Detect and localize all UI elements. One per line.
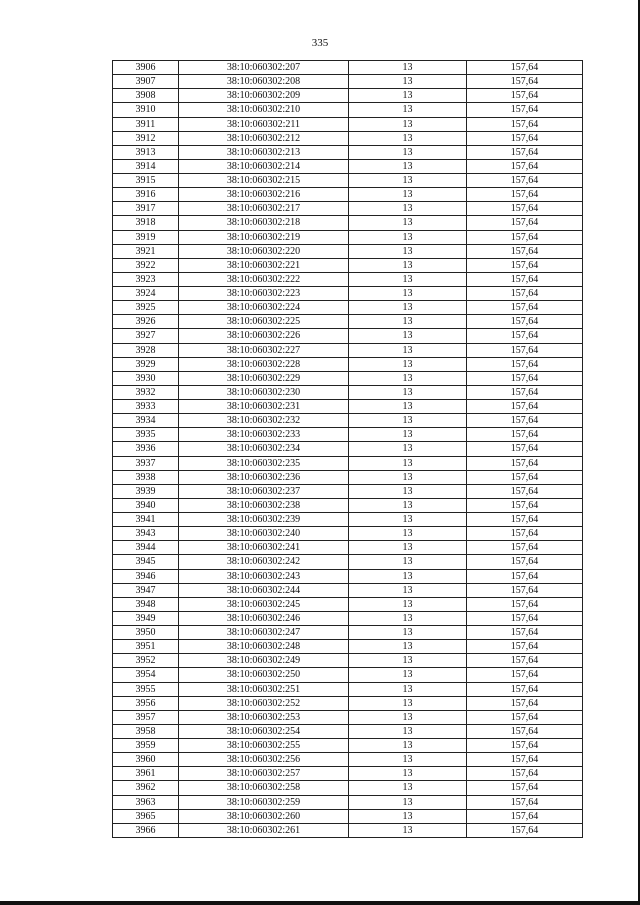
quantity-cell: 13 [349,640,467,654]
value-cell: 157,64 [467,188,583,202]
table-row [113,301,583,315]
row-number-cell: 3955 [113,682,179,696]
table-row [113,272,583,286]
table-row [113,103,583,117]
quantity-cell: 13 [349,823,467,837]
row-number-cell: 3928 [113,343,179,357]
value-cell: 157,64 [467,527,583,541]
quantity-cell: 13 [349,753,467,767]
quantity-cell: 13 [349,484,467,498]
row-number-cell: 3922 [113,258,179,272]
cadastral-number-cell: 38:10:060302:220 [179,244,349,258]
quantity-cell: 13 [349,654,467,668]
cadastral-number-cell: 38:10:060302:238 [179,498,349,512]
value-cell: 157,64 [467,555,583,569]
row-number-cell: 3933 [113,400,179,414]
quantity-cell: 13 [349,470,467,484]
row-number-cell: 3950 [113,626,179,640]
quantity-cell: 13 [349,117,467,131]
row-number-cell: 3906 [113,61,179,75]
table-row [113,809,583,823]
cadastral-number-cell: 38:10:060302:232 [179,414,349,428]
value-cell: 157,64 [467,117,583,131]
row-number-cell: 3960 [113,753,179,767]
table-row [113,696,583,710]
table-row [113,159,583,173]
value-cell: 157,64 [467,753,583,767]
table-body [113,61,583,838]
table-row [113,315,583,329]
row-number-cell: 3936 [113,442,179,456]
table-row [113,569,583,583]
table-row [113,287,583,301]
row-number-cell: 3924 [113,287,179,301]
quantity-cell: 13 [349,216,467,230]
table-row [113,541,583,555]
cadastral-number-cell: 38:10:060302:246 [179,611,349,625]
value-cell: 157,64 [467,103,583,117]
quantity-cell: 13 [349,174,467,188]
cadastral-number-cell: 38:10:060302:235 [179,456,349,470]
row-number-cell: 3923 [113,272,179,286]
quantity-cell: 13 [349,739,467,753]
cadastral-number-cell: 38:10:060302:249 [179,654,349,668]
table-row [113,258,583,272]
cadastral-number-cell: 38:10:060302:258 [179,781,349,795]
row-number-cell: 3911 [113,117,179,131]
quantity-cell: 13 [349,498,467,512]
row-number-cell: 3938 [113,470,179,484]
quantity-cell: 13 [349,301,467,315]
cadastral-number-cell: 38:10:060302:229 [179,371,349,385]
value-cell: 157,64 [467,668,583,682]
value-cell: 157,64 [467,470,583,484]
quantity-cell: 13 [349,809,467,823]
quantity-cell: 13 [349,527,467,541]
table-row [113,428,583,442]
quantity-cell: 13 [349,442,467,456]
cadastral-number-cell: 38:10:060302:212 [179,131,349,145]
value-cell: 157,64 [467,89,583,103]
cadastral-number-cell: 38:10:060302:216 [179,188,349,202]
table-row [113,174,583,188]
cadastral-table [112,60,583,838]
cadastral-number-cell: 38:10:060302:252 [179,696,349,710]
value-cell: 157,64 [467,442,583,456]
value-cell: 157,64 [467,654,583,668]
row-number-cell: 3944 [113,541,179,555]
table-row [113,583,583,597]
value-cell: 157,64 [467,767,583,781]
cadastral-number-cell: 38:10:060302:251 [179,682,349,696]
row-number-cell: 3963 [113,795,179,809]
row-number-cell: 3913 [113,145,179,159]
row-number-cell: 3945 [113,555,179,569]
table-row [113,145,583,159]
table-row [113,484,583,498]
quantity-cell: 13 [349,329,467,343]
table-row [113,414,583,428]
quantity-cell: 13 [349,357,467,371]
value-cell: 157,64 [467,174,583,188]
cadastral-number-cell: 38:10:060302:213 [179,145,349,159]
table-row [113,611,583,625]
quantity-cell: 13 [349,159,467,173]
table-row [113,202,583,216]
row-number-cell: 3910 [113,103,179,117]
quantity-cell: 13 [349,230,467,244]
table-row [113,230,583,244]
quantity-cell: 13 [349,682,467,696]
value-cell: 157,64 [467,385,583,399]
value-cell: 157,64 [467,414,583,428]
value-cell: 157,64 [467,456,583,470]
value-cell: 157,64 [467,202,583,216]
quantity-cell: 13 [349,668,467,682]
table-row [113,527,583,541]
table-row [113,400,583,414]
row-number-cell: 3915 [113,174,179,188]
value-cell: 157,64 [467,640,583,654]
cadastral-number-cell: 38:10:060302:255 [179,739,349,753]
value-cell: 157,64 [467,272,583,286]
value-cell: 157,64 [467,75,583,89]
quantity-cell: 13 [349,513,467,527]
quantity-cell: 13 [349,287,467,301]
row-number-cell: 3946 [113,569,179,583]
value-cell: 157,64 [467,145,583,159]
value-cell: 157,64 [467,371,583,385]
row-number-cell: 3956 [113,696,179,710]
table-row [113,767,583,781]
row-number-cell: 3912 [113,131,179,145]
quantity-cell: 13 [349,611,467,625]
value-cell: 157,64 [467,597,583,611]
quantity-cell: 13 [349,724,467,738]
quantity-cell: 13 [349,555,467,569]
cadastral-number-cell: 38:10:060302:224 [179,301,349,315]
cadastral-number-cell: 38:10:060302:253 [179,710,349,724]
quantity-cell: 13 [349,371,467,385]
table-row [113,739,583,753]
row-number-cell: 3935 [113,428,179,442]
value-cell: 157,64 [467,809,583,823]
value-cell: 157,64 [467,258,583,272]
value-cell: 157,64 [467,428,583,442]
value-cell: 157,64 [467,498,583,512]
cadastral-number-cell: 38:10:060302:237 [179,484,349,498]
row-number-cell: 3927 [113,329,179,343]
row-number-cell: 3965 [113,809,179,823]
cadastral-number-cell: 38:10:060302:260 [179,809,349,823]
table-row [113,385,583,399]
value-cell: 157,64 [467,569,583,583]
scan-bottom-edge [0,901,640,905]
cadastral-number-cell: 38:10:060302:222 [179,272,349,286]
table-row [113,626,583,640]
table-row [113,371,583,385]
quantity-cell: 13 [349,626,467,640]
quantity-cell: 13 [349,131,467,145]
row-number-cell: 3914 [113,159,179,173]
value-cell: 157,64 [467,484,583,498]
row-number-cell: 3926 [113,315,179,329]
row-number-cell: 3940 [113,498,179,512]
value-cell: 157,64 [467,159,583,173]
cadastral-number-cell: 38:10:060302:226 [179,329,349,343]
quantity-cell: 13 [349,188,467,202]
value-cell: 157,64 [467,541,583,555]
cadastral-number-cell: 38:10:060302:261 [179,823,349,837]
quantity-cell: 13 [349,202,467,216]
table-row [113,89,583,103]
cadastral-number-cell: 38:10:060302:240 [179,527,349,541]
table-row [113,781,583,795]
row-number-cell: 3943 [113,527,179,541]
quantity-cell: 13 [349,61,467,75]
cadastral-number-cell: 38:10:060302:228 [179,357,349,371]
quantity-cell: 13 [349,414,467,428]
cadastral-number-cell: 38:10:060302:242 [179,555,349,569]
table-row [113,61,583,75]
row-number-cell: 3925 [113,301,179,315]
row-number-cell: 3916 [113,188,179,202]
table-row [113,456,583,470]
cadastral-number-cell: 38:10:060302:210 [179,103,349,117]
page-number: 335 [311,37,329,49]
table-row [113,710,583,724]
cadastral-number-cell: 38:10:060302:245 [179,597,349,611]
cadastral-number-cell: 38:10:060302:214 [179,159,349,173]
cadastral-number-cell: 38:10:060302:256 [179,753,349,767]
cadastral-number-cell: 38:10:060302:208 [179,75,349,89]
row-number-cell: 3939 [113,484,179,498]
quantity-cell: 13 [349,696,467,710]
row-number-cell: 3947 [113,583,179,597]
cadastral-number-cell: 38:10:060302:233 [179,428,349,442]
quantity-cell: 13 [349,781,467,795]
table-row [113,216,583,230]
value-cell: 157,64 [467,724,583,738]
cadastral-number-cell: 38:10:060302:234 [179,442,349,456]
cadastral-number-cell: 38:10:060302:221 [179,258,349,272]
quantity-cell: 13 [349,272,467,286]
table-row [113,597,583,611]
value-cell: 157,64 [467,216,583,230]
value-cell: 157,64 [467,682,583,696]
cadastral-number-cell: 38:10:060302:219 [179,230,349,244]
cadastral-number-cell: 38:10:060302:211 [179,117,349,131]
cadastral-number-cell: 38:10:060302:257 [179,767,349,781]
value-cell: 157,64 [467,357,583,371]
value-cell: 157,64 [467,781,583,795]
cadastral-number-cell: 38:10:060302:227 [179,343,349,357]
cadastral-number-cell: 38:10:060302:217 [179,202,349,216]
value-cell: 157,64 [467,583,583,597]
cadastral-number-cell: 38:10:060302:215 [179,174,349,188]
value-cell: 157,64 [467,611,583,625]
cadastral-number-cell: 38:10:060302:236 [179,470,349,484]
row-number-cell: 3961 [113,767,179,781]
value-cell: 157,64 [467,131,583,145]
cadastral-number-cell: 38:10:060302:243 [179,569,349,583]
value-cell: 157,64 [467,795,583,809]
quantity-cell: 13 [349,541,467,555]
cadastral-number-cell: 38:10:060302:244 [179,583,349,597]
quantity-cell: 13 [349,145,467,159]
table-row [113,117,583,131]
quantity-cell: 13 [349,400,467,414]
table-row [113,131,583,145]
table-row [113,640,583,654]
cadastral-number-cell: 38:10:060302:250 [179,668,349,682]
quantity-cell: 13 [349,583,467,597]
quantity-cell: 13 [349,597,467,611]
table-row [113,823,583,837]
quantity-cell: 13 [349,385,467,399]
value-cell: 157,64 [467,287,583,301]
cadastral-number-cell: 38:10:060302:239 [179,513,349,527]
table-row [113,188,583,202]
table-row [113,724,583,738]
table-row [113,654,583,668]
cadastral-number-cell: 38:10:060302:231 [179,400,349,414]
cadastral-number-cell: 38:10:060302:218 [179,216,349,230]
quantity-cell: 13 [349,569,467,583]
cadastral-number-cell: 38:10:060302:248 [179,640,349,654]
value-cell: 157,64 [467,696,583,710]
row-number-cell: 3934 [113,414,179,428]
table-row [113,244,583,258]
table-row [113,343,583,357]
cadastral-number-cell: 38:10:060302:223 [179,287,349,301]
row-number-cell: 3908 [113,89,179,103]
row-number-cell: 3907 [113,75,179,89]
table-row [113,668,583,682]
value-cell: 157,64 [467,823,583,837]
row-number-cell: 3949 [113,611,179,625]
table-row [113,498,583,512]
value-cell: 157,64 [467,244,583,258]
value-cell: 157,64 [467,626,583,640]
cadastral-number-cell: 38:10:060302:230 [179,385,349,399]
value-cell: 157,64 [467,710,583,724]
quantity-cell: 13 [349,103,467,117]
row-number-cell: 3918 [113,216,179,230]
table-row [113,555,583,569]
row-number-cell: 3929 [113,357,179,371]
row-number-cell: 3959 [113,739,179,753]
row-number-cell: 3921 [113,244,179,258]
cadastral-number-cell: 38:10:060302:254 [179,724,349,738]
row-number-cell: 3937 [113,456,179,470]
table-row [113,753,583,767]
row-number-cell: 3954 [113,668,179,682]
value-cell: 157,64 [467,61,583,75]
row-number-cell: 3948 [113,597,179,611]
row-number-cell: 3952 [113,654,179,668]
quantity-cell: 13 [349,315,467,329]
row-number-cell: 3966 [113,823,179,837]
row-number-cell: 3958 [113,724,179,738]
table-row [113,357,583,371]
table-row [113,682,583,696]
quantity-cell: 13 [349,456,467,470]
value-cell: 157,64 [467,343,583,357]
quantity-cell: 13 [349,89,467,103]
quantity-cell: 13 [349,710,467,724]
table-row [113,329,583,343]
quantity-cell: 13 [349,244,467,258]
row-number-cell: 3919 [113,230,179,244]
row-number-cell: 3951 [113,640,179,654]
table-row [113,795,583,809]
cadastral-number-cell: 38:10:060302:259 [179,795,349,809]
value-cell: 157,64 [467,329,583,343]
quantity-cell: 13 [349,258,467,272]
table-row [113,470,583,484]
quantity-cell: 13 [349,795,467,809]
quantity-cell: 13 [349,767,467,781]
row-number-cell: 3917 [113,202,179,216]
table-row [113,442,583,456]
cadastral-number-cell: 38:10:060302:247 [179,626,349,640]
row-number-cell: 3932 [113,385,179,399]
value-cell: 157,64 [467,301,583,315]
quantity-cell: 13 [349,343,467,357]
table-row [113,75,583,89]
cadastral-number-cell: 38:10:060302:225 [179,315,349,329]
cadastral-number-cell: 38:10:060302:209 [179,89,349,103]
cadastral-number-cell: 38:10:060302:241 [179,541,349,555]
value-cell: 157,64 [467,400,583,414]
quantity-cell: 13 [349,75,467,89]
cadastral-number-cell: 38:10:060302:207 [179,61,349,75]
row-number-cell: 3957 [113,710,179,724]
row-number-cell: 3962 [113,781,179,795]
quantity-cell: 13 [349,428,467,442]
row-number-cell: 3930 [113,371,179,385]
value-cell: 157,64 [467,230,583,244]
row-number-cell: 3941 [113,513,179,527]
value-cell: 157,64 [467,513,583,527]
value-cell: 157,64 [467,315,583,329]
value-cell: 157,64 [467,739,583,753]
table-row [113,513,583,527]
